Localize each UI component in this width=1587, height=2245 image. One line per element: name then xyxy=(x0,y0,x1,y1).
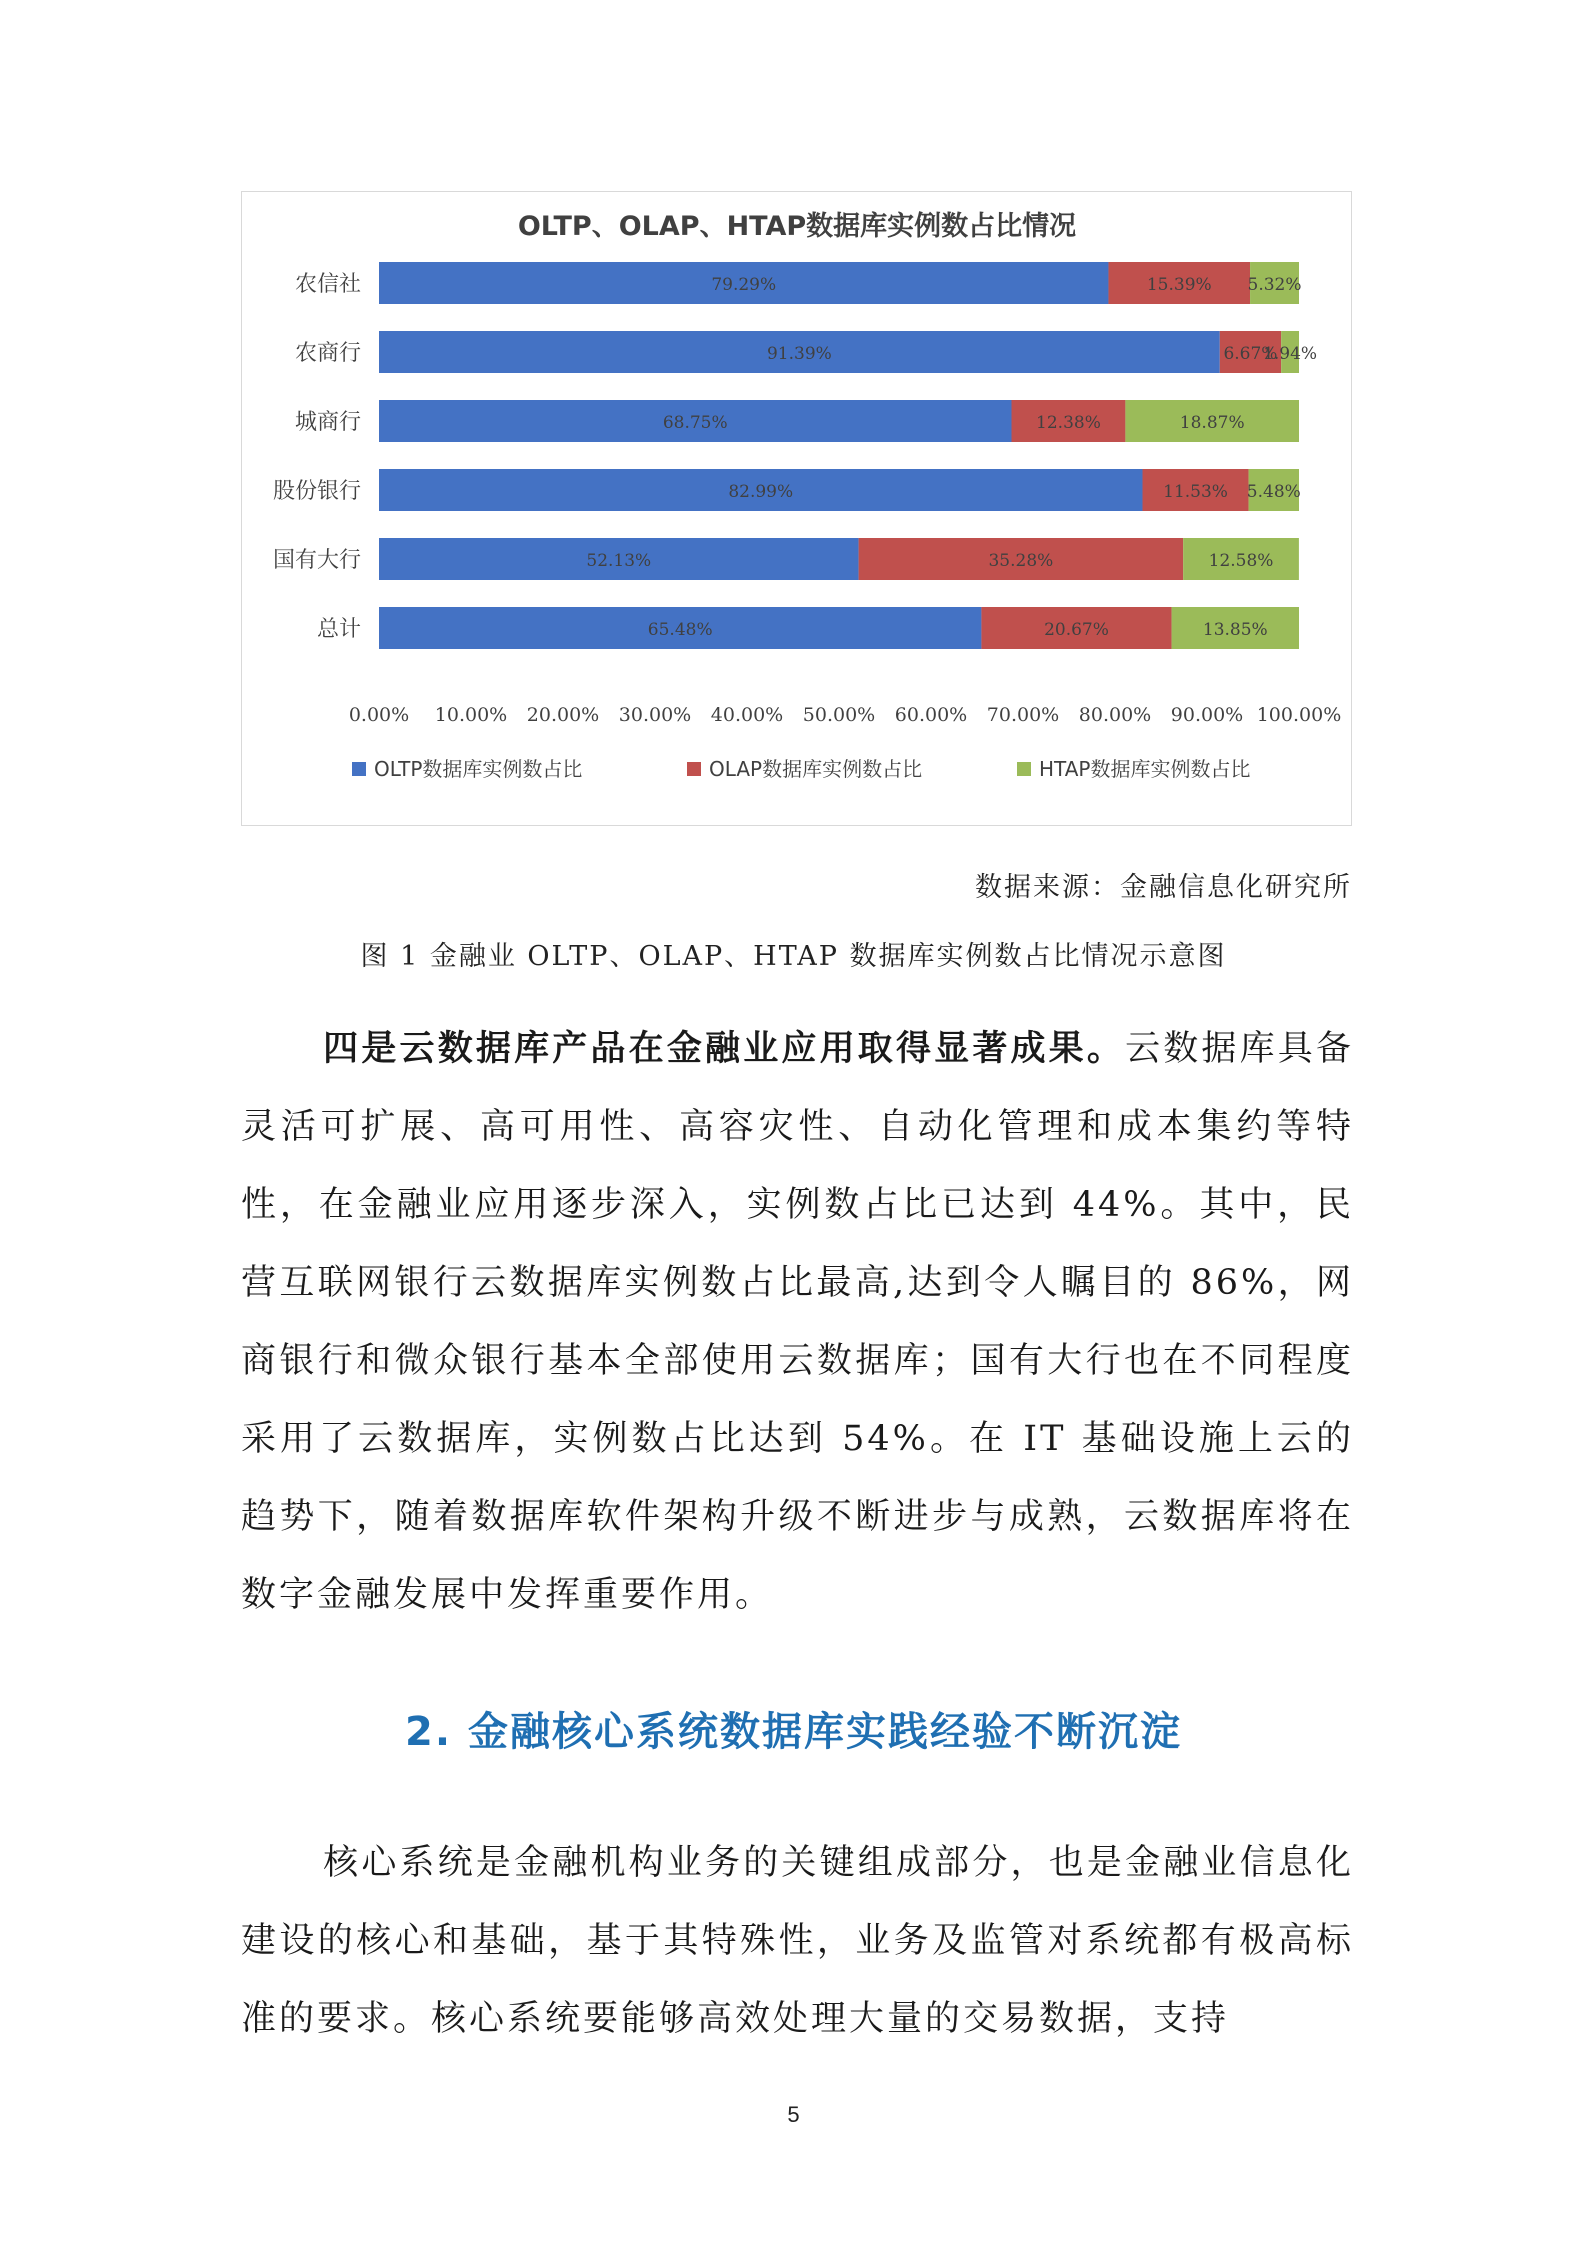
data-label: 20.67% xyxy=(1044,620,1109,640)
stacked-bar-chart xyxy=(242,192,1350,824)
paragraph-body: 云数据库具备灵活可扩展、高可用性、高容灾性、自动化管理和成本集约等特性，在金融业应用逐步深入，实例数占比已达到 44%。其中，民营互联网银行云数据库实例数占比最高,达到令人瞩目的 86%，网商银行和微众银行基本全部使用云数据库；国有大行也在不同程度采用了云数据库，实例数占比达到 54%。在 IT 基础设施上云的趋势下，随着数据库软件架构升级不断进步与成熟，云数据库将在数字金融发展中发挥重要作用。 xyxy=(241,1029,1354,1615)
data-label: 35.28% xyxy=(988,551,1054,571)
x-tick-label: 40.00% xyxy=(710,704,784,726)
data-label: 5.32% xyxy=(1247,275,1302,295)
x-tick-label: 60.00% xyxy=(894,704,968,726)
bar-labels xyxy=(586,275,1317,640)
x-axis-ticks xyxy=(349,704,1341,726)
x-tick-label: 30.00% xyxy=(618,704,692,726)
chart-container xyxy=(241,191,1352,826)
category-label: 股份银行 xyxy=(272,479,361,504)
x-tick-label: 10.00% xyxy=(434,704,508,726)
data-label: 82.99% xyxy=(728,482,794,502)
x-tick-label: 80.00% xyxy=(1078,704,1152,726)
paragraph-lead: 四是云数据库产品在金融业应用取得显著成果。 xyxy=(323,1029,1126,1069)
data-label: 65.48% xyxy=(647,620,713,640)
legend-label: HTAP数据库实例数占比 xyxy=(1039,757,1251,781)
category-label: 农商行 xyxy=(294,341,361,366)
legend-label: OLTP数据库实例数占比 xyxy=(374,757,583,781)
category-label: 农信社 xyxy=(294,272,361,297)
data-label: 52.13% xyxy=(586,551,652,571)
x-tick-label: 70.00% xyxy=(986,704,1060,726)
data-label: 1.94% xyxy=(1263,344,1318,364)
data-label: 12.58% xyxy=(1208,551,1274,571)
source-note: 数据来源：金融信息化研究所 xyxy=(975,872,1352,903)
category-labels xyxy=(273,272,361,642)
data-label: 68.75% xyxy=(662,413,728,433)
data-label: 13.85% xyxy=(1202,620,1268,640)
legend-swatch xyxy=(352,762,366,776)
x-tick-label: 100.00% xyxy=(1256,704,1342,726)
data-label: 6.67% xyxy=(1223,344,1278,364)
x-tick-label: 0.00% xyxy=(348,704,410,726)
x-tick-label: 20.00% xyxy=(526,704,600,726)
data-label: 91.39% xyxy=(766,344,832,364)
legend-swatch xyxy=(687,762,701,776)
data-label: 5.48% xyxy=(1246,482,1301,502)
legend-label: OLAP数据库实例数占比 xyxy=(709,757,923,781)
x-tick-label: 50.00% xyxy=(802,704,876,726)
category-label: 国有大行 xyxy=(272,548,361,573)
bars xyxy=(379,262,1299,649)
category-label: 总计 xyxy=(316,617,361,642)
data-label: 15.39% xyxy=(1146,275,1212,295)
paragraph-text: 核心系统是金融机构业务的关键组成部分，也是金融业信息化建设的核心和基础，基于其特殊性，业务及监管对系统都有极高标准的要求。核心系统要能够高效处理大量的交易数据，支持 xyxy=(241,1843,1354,2039)
data-label: 79.29% xyxy=(711,275,777,295)
data-label: 12.38% xyxy=(1036,413,1101,433)
page-number: 5 xyxy=(787,2102,800,2127)
paragraph-cloud-database xyxy=(241,1010,1354,1634)
chart-title: OLTP、OLAP、HTAP数据库实例数占比情况 xyxy=(517,211,1077,242)
legend-swatch xyxy=(1017,762,1031,776)
data-label: 18.87% xyxy=(1179,413,1245,433)
section-heading: 2. 金融核心系统数据库实践经验不断沉淀 xyxy=(405,1709,1182,1755)
x-tick-label: 90.00% xyxy=(1170,704,1244,726)
figure-caption: 图 1 金融业 OLTP、OLAP、HTAP 数据库实例数占比情况示意图 xyxy=(360,941,1227,972)
category-label: 城商行 xyxy=(294,410,361,435)
paragraph-core-system xyxy=(241,1824,1354,2058)
legend xyxy=(352,757,1250,781)
data-label: 11.53% xyxy=(1163,482,1228,502)
